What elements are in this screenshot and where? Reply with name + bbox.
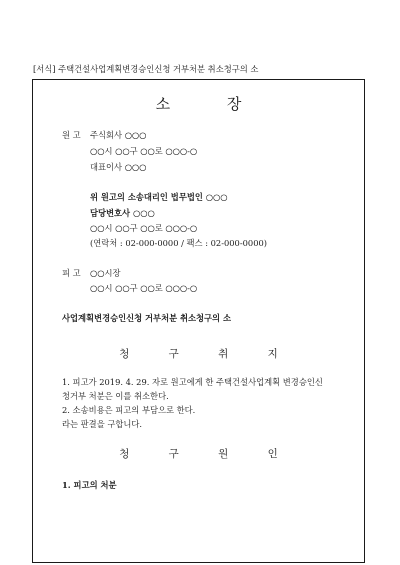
case-name: 사업계획변경승인신청 거부처분 취소청구의 소 (62, 313, 231, 323)
document-title: 소 장 (155, 95, 268, 113)
plaintiff-label: 원 고 (62, 130, 81, 140)
defendant-address: ○○시 ○○구 ○○로 ○○○-○ (90, 283, 198, 293)
claim-purpose-line-3: 2. 소송비용은 피고의 부담으로 한다. (62, 405, 196, 415)
plaintiff-name: 주식회사 ○○○ (90, 130, 147, 140)
claim-purpose-line-2: 청거부 처분은 이를 취소한다. (62, 391, 169, 401)
attorney-contact: (연락처 : 02-000-0000 / 팩스 : 02-000-0000) (90, 238, 267, 248)
complaint-document (32, 79, 365, 563)
plaintiff-address: ○○시 ○○구 ○○로 ○○○-○ (90, 146, 198, 156)
claim-cause-heading: 청 구 원 인 (119, 448, 296, 460)
document-caption: [서식] 주택건설사업계획변경승인신청 거부처분 취소청구의 소 (33, 64, 259, 74)
attorney-name: 담당변호사 ○○○ (90, 208, 155, 218)
attorney-line: 위 원고의 소송대리인 법무법인 ○○○ (90, 192, 228, 202)
claim-cause-item-1: 1. 피고의 처분 (62, 480, 117, 490)
attorney-address: ○○시 ○○구 ○○로 ○○○-○ (90, 223, 198, 233)
defendant-name: ○○시장 (90, 268, 121, 278)
defendant-label: 피 고 (62, 268, 81, 278)
plaintiff-representative: 대표이사 ○○○ (90, 162, 147, 172)
claim-purpose-heading: 청 구 취 지 (119, 348, 296, 360)
claim-purpose-line-1: 1. 피고가 2019. 4. 29. 자로 원고에게 한 주택건설사업계획 변경승인신 (62, 377, 323, 387)
claim-purpose-line-4: 라는 판결을 구합니다. (62, 419, 143, 429)
